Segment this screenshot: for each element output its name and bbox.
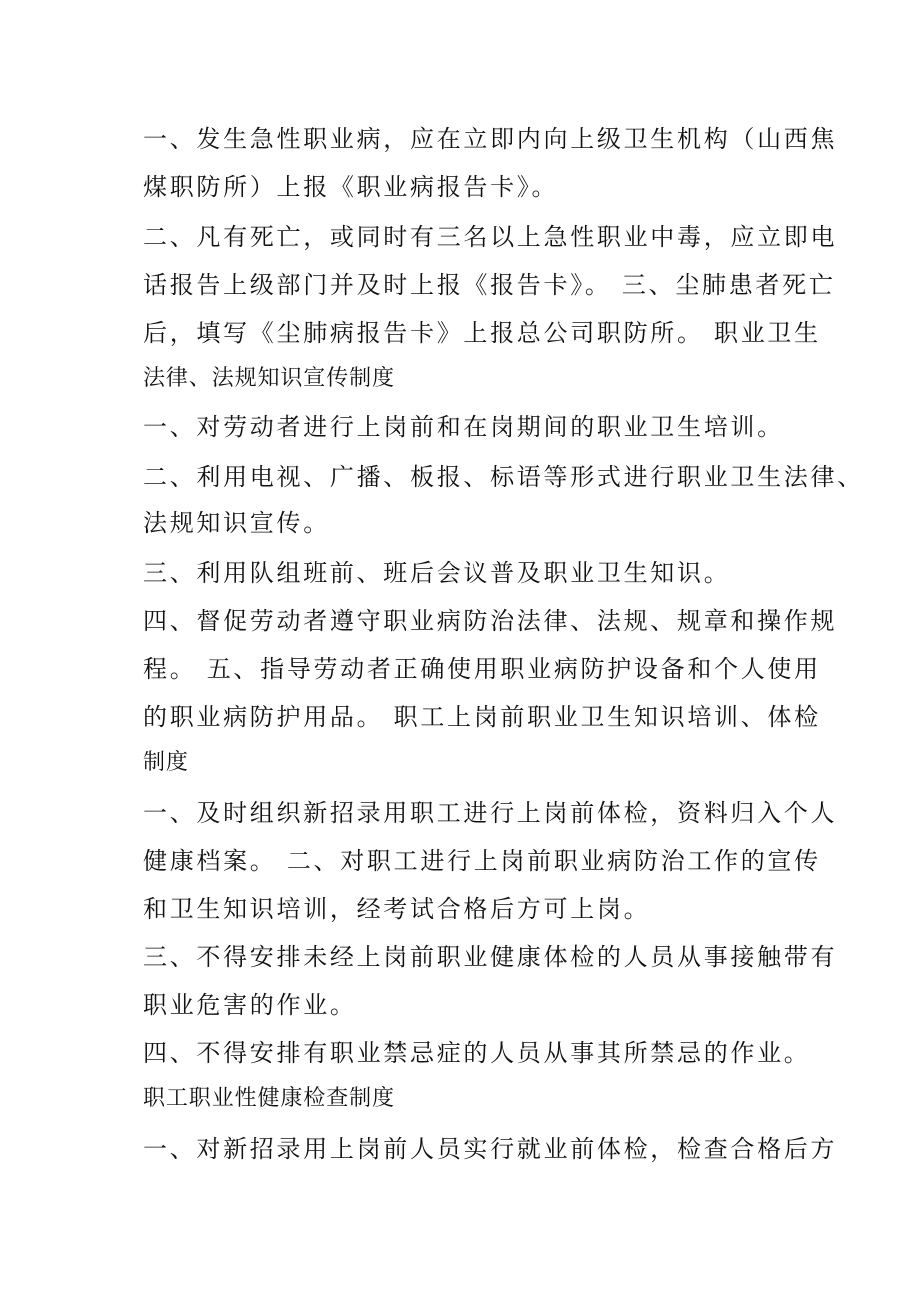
section-heading: 制度 (143, 750, 189, 775)
text-line: 程。 五、指导劳动者正确使用职业病防护设备和个人使用 (143, 655, 821, 683)
text-line: 话报告上级部门并及时上报《报告卡》。 三、尘肺患者死亡 (143, 271, 836, 299)
text-line: 一、发生急性职业病，应在立即内向上级卫生机构（山西焦 (143, 125, 838, 153)
text-line: 三、利用队组班前、班后会议普及职业卫生知识。 (143, 559, 731, 587)
text-line: 二、利用电视、广播、板报、标语等形式进行职业卫生法律、 (143, 463, 864, 491)
section-heading: 法律、法规知识宣传制度 (143, 366, 395, 391)
text-line: 健康档案。 二、对职工进行上岗前职业病防治工作的宣传 (143, 847, 821, 875)
text-line: 三、不得安排未经上岗前职业健康体检的人员从事接触带有 (143, 943, 838, 971)
text-line: 四、不得安排有职业禁忌症的人员从事其所禁忌的作业。 (143, 1039, 811, 1067)
text-line: 法规知识宣传。 (143, 509, 330, 537)
section-heading: 职工职业性健康检查制度 (143, 1086, 395, 1111)
text-line: 后，填写《尘肺病报告卡》上报总公司职防所。 职业卫生 (143, 319, 821, 347)
text-line: 煤职防所）上报《职业病报告卡》。 (143, 173, 559, 201)
text-line: 四、督促劳动者遵守职业病防治法律、法规、规章和操作规 (143, 607, 838, 635)
text-line: 的职业病防护用品。 职工上岗前职业卫生知识培训、体检 (143, 703, 821, 731)
text-line: 和卫生知识培训，经考试合格后方可上岗。 (143, 895, 651, 923)
text-line: 职业危害的作业。 (143, 991, 357, 1019)
text-line: 二、凡有死亡，或同时有三名以上急性职业中毒，应立即电 (143, 223, 838, 251)
text-line: 一、及时组织新招录用职工进行上岗前体检，资料归入个人 (143, 799, 838, 827)
text-line: 一、对劳动者进行上岗前和在岗期间的职业卫生培训。 (143, 413, 784, 441)
text-line: 一、对新招录用上岗前人员实行就业前体检，检查合格后方 (143, 1135, 838, 1163)
